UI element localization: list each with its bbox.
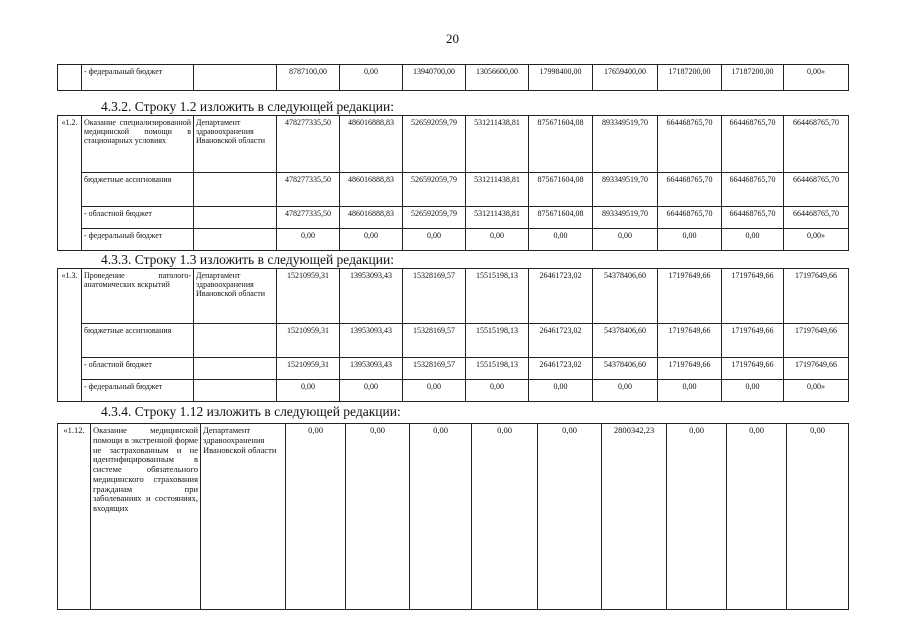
value-cell: 875671604,08 — [529, 173, 593, 207]
value-cell: 0,00» — [784, 380, 849, 402]
value-cell: 0,00 — [593, 380, 658, 402]
value-cell: 875671604,08 — [529, 116, 593, 173]
executor-cell: Департамент здравоохранения Ивановской области — [194, 269, 277, 324]
value-cell: 0,00 — [277, 229, 340, 251]
row-label: - областной бюджет — [82, 207, 194, 229]
table-row-1-3 — [57, 268, 849, 402]
value-cell: 54378406,60 — [593, 324, 658, 358]
table-top — [57, 64, 849, 91]
value-cell: 54378406,60 — [593, 358, 658, 380]
value-cell: 0,00 — [727, 424, 787, 610]
table-row-1-12 — [57, 423, 849, 610]
value-cell: 13056600,00 — [466, 65, 529, 91]
value-cell: 17197649,66 — [722, 358, 784, 380]
value-cell: 0,00 — [667, 424, 727, 610]
executor-cell — [194, 380, 277, 402]
value-cell: 486016888,83 — [340, 116, 403, 173]
value-cell: 0,00 — [538, 424, 602, 610]
executor-cell: Департамент здравоохранения Ивановской области — [194, 116, 277, 173]
value-cell: 15515198,13 — [466, 358, 529, 380]
value-cell: 893349519,70 — [593, 173, 658, 207]
table-row — [58, 116, 849, 173]
value-cell: 0,00 — [346, 424, 410, 610]
value-cell: 17197649,66 — [658, 324, 722, 358]
value-cell: 17998400,00 — [529, 65, 593, 91]
value-cell: 0,00 — [466, 380, 529, 402]
value-cell: 531211438,81 — [466, 173, 529, 207]
value-cell: 0,00 — [340, 229, 403, 251]
value-cell: 0,00 — [410, 424, 472, 610]
value-cell: 13953093,43 — [340, 269, 403, 324]
value-cell: 0,00 — [658, 229, 722, 251]
value-cell: 664468765,70 — [658, 116, 722, 173]
code-cell — [58, 65, 82, 91]
value-cell: 2800342,23 — [602, 424, 667, 610]
table-row — [58, 207, 849, 229]
value-cell: 17197649,66 — [722, 324, 784, 358]
table-row — [58, 65, 849, 91]
table-row — [58, 424, 849, 610]
table-row — [58, 324, 849, 358]
value-cell: 26461723,02 — [529, 324, 593, 358]
executor-cell: Департамент здравоохранения Ивановской области — [201, 424, 286, 610]
value-cell: 0,00» — [784, 65, 849, 91]
row-label: Проведение патолого-анатомических вскрытий — [82, 269, 194, 324]
value-cell: 486016888,83 — [340, 207, 403, 229]
value-cell: 664468765,70 — [722, 116, 784, 173]
section-heading-1-3: 4.3.3. Строку 1.3 изложить в следующей редакции: — [101, 252, 394, 267]
row-label: - федеральный бюджет — [82, 65, 194, 91]
table-row — [58, 380, 849, 402]
row-label: Оказание медицинской помощи в экстренной форме не застрахованным и не идентифицированным в системе обязательного медицинского страхования гражданам при заболеваниях и состояниях, входящих — [91, 424, 201, 610]
section-heading-1-2: 4.3.2. Строку 1.2 изложить в следующей редакции: — [101, 99, 394, 114]
value-cell: 17197649,66 — [784, 269, 849, 324]
executor-cell — [194, 65, 277, 91]
executor-cell — [194, 358, 277, 380]
value-cell: 17187200,00 — [658, 65, 722, 91]
value-cell: 531211438,81 — [466, 116, 529, 173]
value-cell: 13940700,00 — [403, 65, 466, 91]
value-cell: 17197649,66 — [658, 358, 722, 380]
value-cell: 526592059,79 — [403, 207, 466, 229]
value-cell: 15328169,57 — [403, 324, 466, 358]
value-cell: 15328169,57 — [403, 269, 466, 324]
value-cell: 664468765,70 — [658, 173, 722, 207]
executor-cell — [194, 324, 277, 358]
value-cell: 0,00 — [403, 380, 466, 402]
row-label: - федеральный бюджет — [82, 380, 194, 402]
value-cell: 0,00 — [529, 229, 593, 251]
value-cell: 17187200,00 — [722, 65, 784, 91]
value-cell: 0,00 — [593, 229, 658, 251]
value-cell: 664468765,70 — [722, 207, 784, 229]
value-cell: 8787100,00 — [277, 65, 340, 91]
row-label: - федеральный бюджет — [82, 229, 194, 251]
value-cell: 478277335,50 — [277, 173, 340, 207]
value-cell: 526592059,79 — [403, 116, 466, 173]
value-cell: 13953093,43 — [340, 358, 403, 380]
table-row-1-2 — [57, 115, 849, 251]
value-cell: 0,00 — [787, 424, 849, 610]
value-cell: 54378406,60 — [593, 269, 658, 324]
value-cell: 26461723,02 — [529, 269, 593, 324]
value-cell: 17197649,66 — [784, 324, 849, 358]
value-cell: 13953093,43 — [340, 324, 403, 358]
value-cell: 15210959,31 — [277, 269, 340, 324]
value-cell: 15210959,31 — [277, 324, 340, 358]
value-cell: 0,00 — [472, 424, 538, 610]
value-cell: 478277335,50 — [277, 207, 340, 229]
value-cell: 486016888,83 — [340, 173, 403, 207]
value-cell: 875671604,08 — [529, 207, 593, 229]
value-cell: 0,00» — [784, 229, 849, 251]
executor-cell — [194, 229, 277, 251]
value-cell: 0,00 — [529, 380, 593, 402]
value-cell: 0,00 — [340, 65, 403, 91]
row-label: - областной бюджет — [82, 358, 194, 380]
value-cell: 664468765,70 — [784, 207, 849, 229]
value-cell: 15210959,31 — [277, 358, 340, 380]
value-cell: 17197649,66 — [722, 269, 784, 324]
row-code: «1.3. — [58, 269, 82, 402]
value-cell: 526592059,79 — [403, 173, 466, 207]
value-cell: 15515198,13 — [466, 269, 529, 324]
value-cell: 531211438,81 — [466, 207, 529, 229]
value-cell: 15515198,13 — [466, 324, 529, 358]
value-cell: 478277335,50 — [277, 116, 340, 173]
value-cell: 26461723,02 — [529, 358, 593, 380]
section-heading-1-12: 4.3.4. Строку 1.12 изложить в следующей редакции: — [101, 404, 401, 419]
value-cell: 664468765,70 — [784, 173, 849, 207]
value-cell: 17197649,66 — [658, 269, 722, 324]
value-cell: 0,00 — [722, 380, 784, 402]
row-label: бюджетные ассигнования — [82, 173, 194, 207]
table-row — [58, 358, 849, 380]
table-row — [58, 173, 849, 207]
value-cell: 0,00 — [658, 380, 722, 402]
executor-cell — [194, 173, 277, 207]
value-cell: 15328169,57 — [403, 358, 466, 380]
value-cell: 17659400,00 — [593, 65, 658, 91]
row-code: «1.12. — [58, 424, 91, 610]
row-code: «1.2. — [58, 116, 82, 251]
value-cell: 0,00 — [722, 229, 784, 251]
value-cell: 0,00 — [466, 229, 529, 251]
value-cell: 17197649,66 — [784, 358, 849, 380]
table-row — [58, 229, 849, 251]
row-label: Оказание специализированной медицинской помощи в стационарных условиях — [82, 116, 194, 173]
value-cell: 664468765,70 — [784, 116, 849, 173]
row-label: бюджетные ассигнования — [82, 324, 194, 358]
value-cell: 0,00 — [286, 424, 346, 610]
value-cell: 893349519,70 — [593, 207, 658, 229]
value-cell: 0,00 — [340, 380, 403, 402]
value-cell: 664468765,70 — [722, 173, 784, 207]
value-cell: 893349519,70 — [593, 116, 658, 173]
value-cell: 0,00 — [403, 229, 466, 251]
executor-cell — [194, 207, 277, 229]
value-cell: 664468765,70 — [658, 207, 722, 229]
table-row — [58, 269, 849, 324]
page-number: 20 — [446, 31, 459, 46]
value-cell: 0,00 — [277, 380, 340, 402]
